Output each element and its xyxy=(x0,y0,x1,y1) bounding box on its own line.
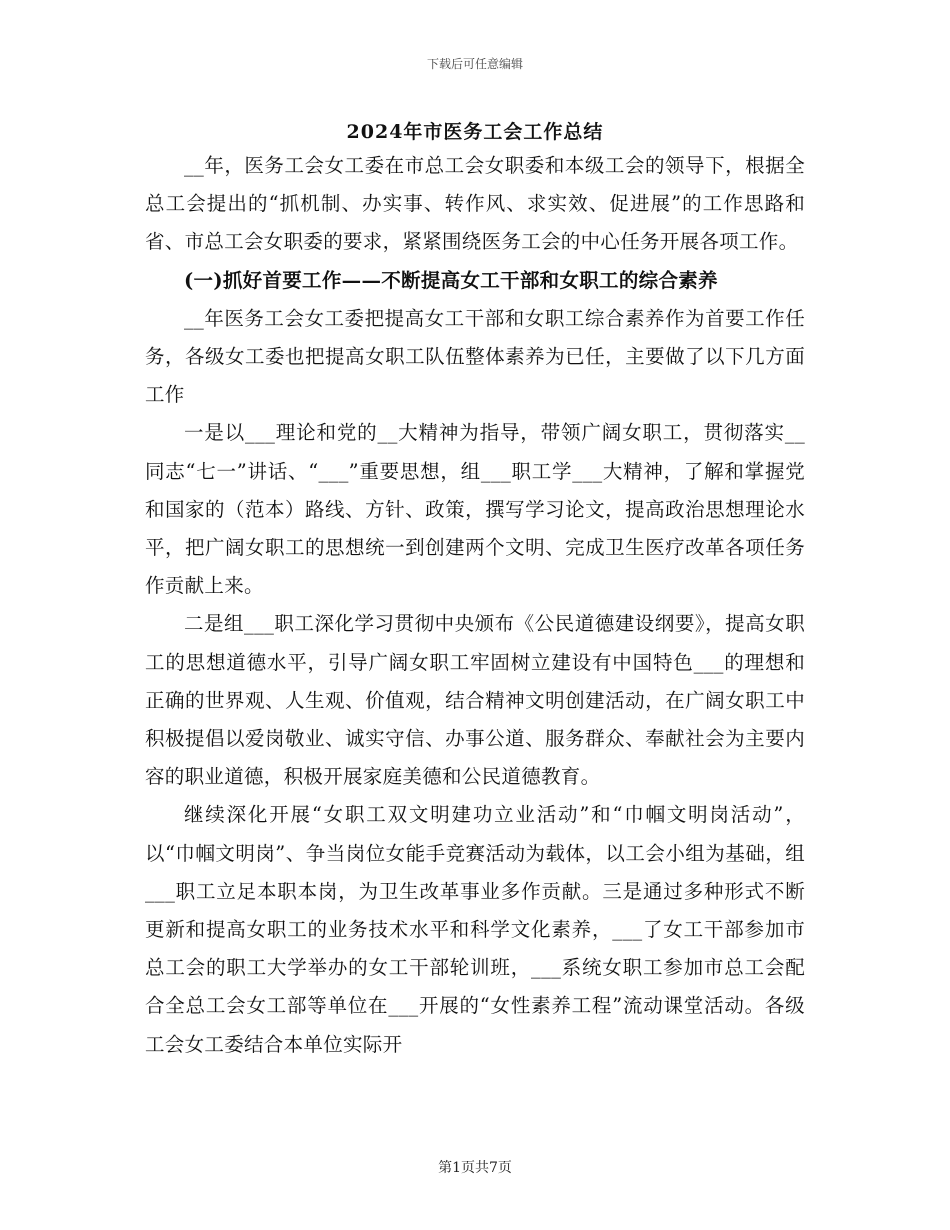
document-body xyxy=(145,147,805,1064)
header-note: 下载后可任意编辑 xyxy=(426,57,523,71)
paragraph-task: __年医务工会女工委把提高女工干部和女职工综合素养作为首要工作任务，各级女工委也把提高女职工队伍整体素养为已任，主要做了以下几方面工作 xyxy=(145,306,805,407)
section-heading: (一)抓好首要工作——不断提高女工干部和女职工的综合素养 xyxy=(184,268,718,292)
paragraph-point-two: 二是组___职工深化学习贯彻中央颁布《公民道德建设纲要》，提高女职工的思想道德水平，引导广阔女职工牢固树立建设有中国特色___的理想和正确的世界观、人生观、价值观，结合精神文明创建活动，在广阔女职工中积极提倡以爱岗敬业、诚实守信、办事公道、服务群众、奉献社会为主要内容的职业道德，积极开展家庭美德和公民道德教育。 xyxy=(145,612,805,789)
page-number: 第1页共7页 xyxy=(438,1160,512,1176)
paragraph-point-one: 一是以___理论和党的__大精神为指导，带领广阔女职工，贯彻落实__同志“七一”讲话、“___”重要思想，组___职工学___大精神，了解和掌握党和国家的（范本）路线、方针、政策，撰写学习论文，提高政治思想理论水平，把广阔女职工的思想统一到创建两个文明、完成卫生医疗改革各项任务作贡献上来。 xyxy=(145,421,805,598)
paragraph-intro: __年，医务工会女工委在市总工会女职委和本级工会的领导下，根据全总工会提出的“抓机制、办实事、转作风、求实效、促进展”的工作思路和省、市总工会女职委的要求，紧紧围绕医务工会的中心任务开展各项工作。 xyxy=(145,154,805,254)
paragraph-continue: 继续深化开展“女职工双文明建功立业活动”和“巾帼文明岗活动”，以“巾帼文明岗”、争当岗位女能手竞赛活动为载体，以工会小组为基础，组___职工立足本职本岗，为卫生改革事业多作贡献。三是通过多种形式不断更新和提高女职工的业务技术水平和科学文化素养，___了女工干部参加市总工会的职工大学举办的女工干部轮训班，___系统女职工参加市总工会配合全总工会女工部等单位在___开展的“女性素养工程”流动课堂活动。各级工会女工委结合本单位实际开 xyxy=(145,803,805,1056)
document-title: 2024年市医务工会工作总结 xyxy=(346,121,604,143)
